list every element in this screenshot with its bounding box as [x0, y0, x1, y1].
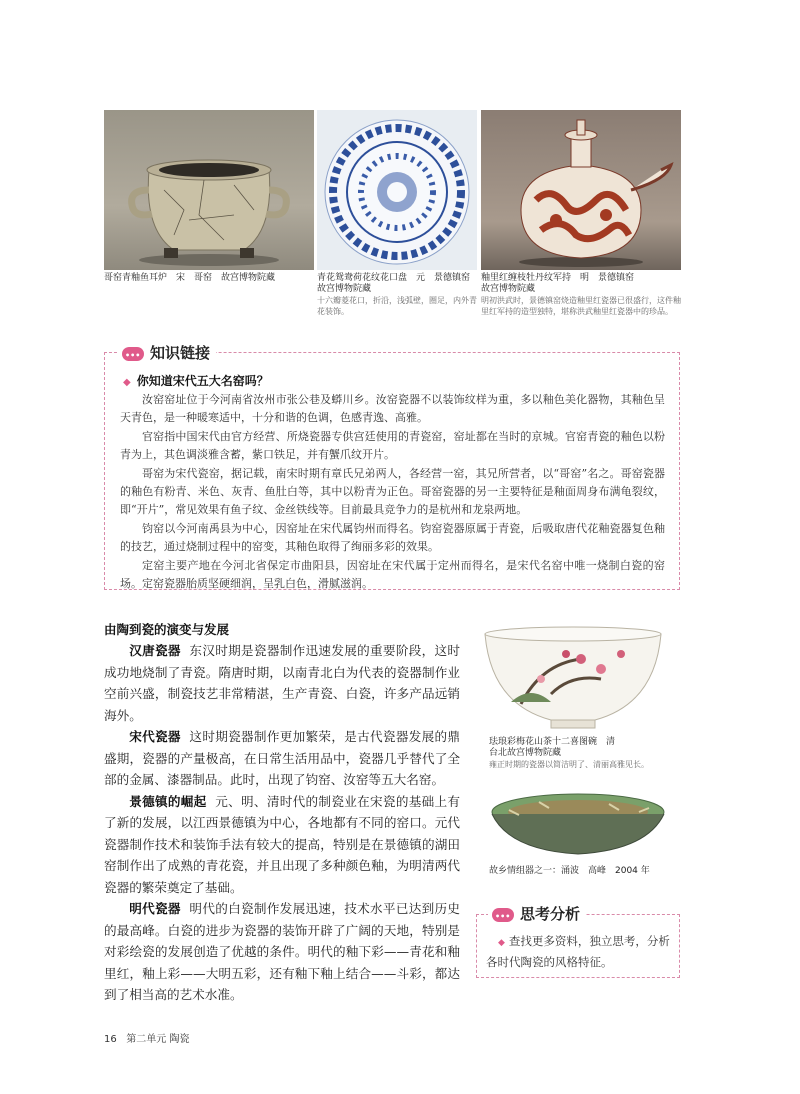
- think-analysis-text: ◆ 查找更多资料，独立思考，分析各时代陶瓷的风格特征。: [486, 934, 670, 969]
- think-analysis-title: •••思考分析: [488, 904, 586, 924]
- dish-image: [489, 790, 667, 860]
- photo-modern-dish: [489, 790, 667, 860]
- knowledge-paragraph-guan: 官窑指中国宋代由官方经营、所烧瓷器专供宫廷使用的青瓷窑，窑址都在当时的京城。官窑青瓷的釉色以粉青为上，其色调淡雅含蓄，紫口铁足，并有蟹爪纹开片。: [120, 429, 665, 462]
- plate-image: [317, 110, 477, 270]
- photo-blue-white-plate: [317, 110, 477, 270]
- paragraph-ming: 明代瓷器 明代的白瓷制作发展迅速，技术水平已达到历史的最高峰。白瓷的进步为瓷器的装饰开辟了广阔的天地，特别是对彩绘瓷的发展创造了优越的条件。明代的釉下彩——青花和釉里红，釉上彩——大明五彩，还有釉下釉上结合——斗彩，都达到了相当高的艺术水准。: [104, 901, 461, 1002]
- page-footer: [104, 1030, 189, 1045]
- paragraph-han-tang: 汉唐瓷器 东汉时期是瓷器制作迅速发展的重要阶段，这时成功地烧制了青瓷。隋唐时期，以南青北白为代表的瓷器制作业空前兴盛，制瓷技艺非常精湛，生产青瓷、白瓷，许多产品远销海外。: [104, 643, 461, 723]
- photo-enamel-bowl: [481, 624, 665, 734]
- diamond-icon: ◆: [123, 377, 131, 388]
- photo-caption-2: 青花鸳鸯荷花纹花口盘 元 景德镇窑 故宫博物院藏 十六瓣菱花口，折沿，浅弧壁，圈足，内外青花装饰。: [317, 273, 477, 316]
- diamond-icon: ◆: [498, 938, 505, 948]
- knowledge-paragraph-ding: 定窑主要产地在今河北省保定市曲阳县，因窑址在宋代属于定州而得名，是宋代名窑中唯一烧制白瓷的窑场。定窑瓷器胎质坚硬细润，呈乳白色，滑腻滋润。: [120, 558, 665, 591]
- knowledge-paragraph-jun: 钧窑以今河南禹县为中心，因窑址在宋代属钧州而得名。钧窑瓷器原属于青瓷，后吸取唐代花釉瓷器复色釉的技艺，通过烧制过程中的窑变，其釉色取得了绚丽多彩的效果。: [120, 521, 665, 554]
- knowledge-paragraph-ru: 汝窑窑址位于今河南省汝州市张公巷及蟒川乡。汝窑瓷器不以装饰纹样为重，多以釉色美化器物，其釉色呈天青色，是一种暖寒适中，十分和谐的色调，色感青逸、高雅。: [120, 393, 665, 425]
- bowl-image: [481, 624, 665, 734]
- knowledge-link-title: •••知识链接: [118, 343, 216, 363]
- photo-ge-kiln-censer: [104, 110, 314, 270]
- section-heading: 由陶到瓷的演变与发展: [104, 622, 230, 637]
- side-photo-caption-1: 珐琅彩梅花山茶十二喜图碗 清 台北故宫博物院藏 雍正时期的瓷器以简洁明了、清丽高雅见长。: [489, 737, 649, 769]
- knowledge-paragraph-ge: 哥窑为宋代瓷窑，据记载，南宋时期有章氏兄弟两人，各经营一窑，其兄所营者，以“哥窑”名之。哥窑瓷器的釉色有粉青、米色、灰青、鱼肚白等，其中以粉青为正色。哥窑瓷器的另一主要特征是釉面周身布满龟裂纹，即“开片”，常见效果有鱼子纹、金丝铁线等。目前最具竞争力的是杭州和龙泉两地。: [120, 466, 665, 517]
- knowledge-question: ◆ 你知道宋代五大名窑吗？: [123, 374, 269, 388]
- page-number: 16: [104, 1034, 117, 1045]
- photo-caption-1: 哥窑青釉鱼耳炉 宋 哥窑 故宫博物院藏: [104, 273, 276, 283]
- speech-bubble-icon: [122, 347, 144, 361]
- section-body: [104, 640, 460, 1006]
- paragraph-jingdezhen: 景德镇的崛起 元、明、清时代的制瓷业在宋瓷的基础上有了新的发展，以江西景德镇为中心，各地都有不同的窑口。元代瓷器制作技术和装饰手法有较大的提高，特别是在景德镇的湖田窑制作出了成熟的青花瓷，并且出现了多种颜色釉，为明清两代瓷器的繁荣奠定了基础。: [104, 793, 461, 895]
- speech-bubble-icon: [492, 908, 514, 922]
- censer-image: [104, 110, 314, 270]
- knowledge-text: [120, 391, 665, 593]
- photo-caption-3: 釉里红缠枝牡丹纹军持 明 景德镇窑 故宫博物院藏 明初洪武时，景德镇窑烧造釉里红瓷器已很盛行，这件釉里红军持的造型独特，堪称洪武釉里红瓷器中的珍品。: [481, 273, 681, 316]
- side-photo-caption-2: 故乡情组器之一：涌波 高峰 2004 年: [489, 866, 650, 876]
- photo-underglaze-red-kundika: [481, 110, 681, 270]
- kundika-image: [481, 110, 681, 270]
- paragraph-song: 宋代瓷器 这时期瓷器制作更加繁荣，是古代瓷器发展的鼎盛期，瓷器的产量极高，在日常生活用品中，瓷器几乎替代了全部的金属、漆器制品。此时，出现了钧窑、汝窑等五大名窑。: [104, 729, 461, 787]
- unit-label: 第二单元 陶瓷: [126, 1034, 190, 1045]
